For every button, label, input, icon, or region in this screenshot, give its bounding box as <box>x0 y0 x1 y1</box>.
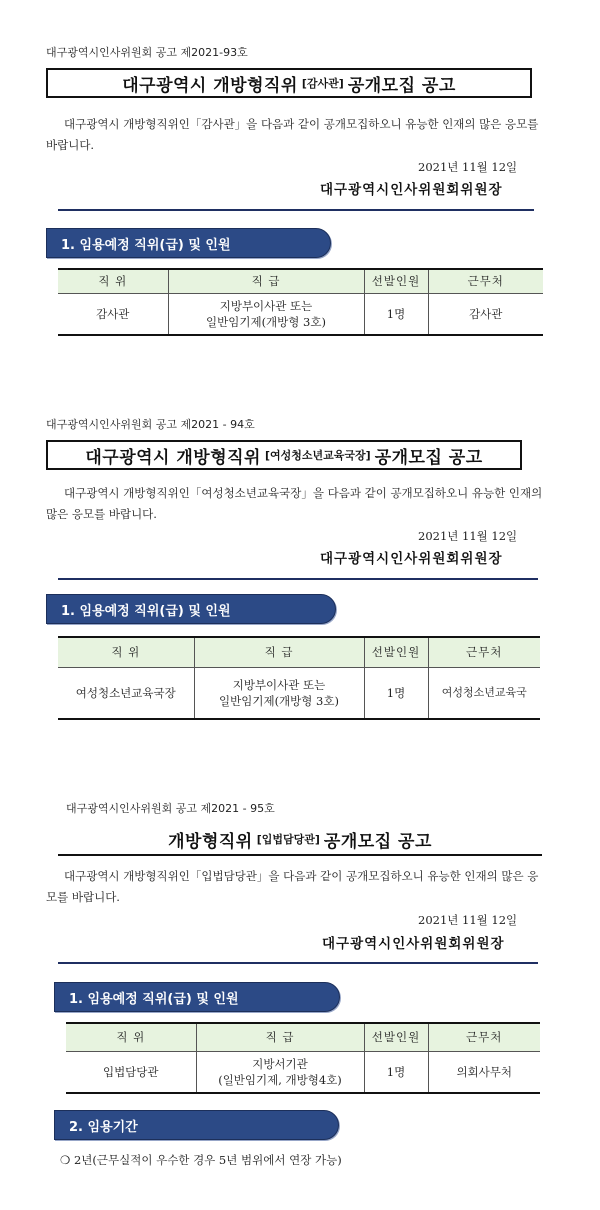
cell-grade <box>196 1051 364 1093</box>
notice-2-divider <box>58 578 538 580</box>
cell-workplace: 의회사무처 <box>428 1051 540 1093</box>
header-grade: 직 급 <box>196 1023 364 1051</box>
notice-1-title-main: 대구광역시 개방형직위 <box>122 75 298 96</box>
cell-headcount: 1명 <box>364 1051 428 1093</box>
notice-3-reference: 대구광역시인사위원회 공고 제2021 - 95호 <box>66 802 275 815</box>
cell-workplace: 여성청소년교육국 <box>428 667 540 719</box>
notice-1-divider <box>58 209 534 211</box>
cell-grade-line-2: 일반임기제(개방형 3호) <box>206 314 326 329</box>
cell-grade-line-2: 일반임기제(개방형 3호) <box>219 693 339 708</box>
notice-1-intro: 대구광역시 개방형직위인「감사관」을 다음과 같이 공개모집하오니 유능한 인재의 많은 응모를 바랍니다. <box>46 117 539 152</box>
notice-2-date: 2021년 11월 12일 <box>418 529 518 543</box>
table-header-row <box>66 1023 540 1051</box>
header-headcount: 선발인원 <box>364 1023 428 1051</box>
header-position: 직 위 <box>58 637 194 667</box>
notice-1-reference: 대구광역시인사위원회 공고 제2021-93호 <box>46 46 248 59</box>
notice-1-signer: 대구광역시인사위원회위원장 <box>320 182 503 198</box>
notice-3-section2-heading: 2. 임용기간 <box>54 1110 339 1140</box>
notice-3-signer: 대구광역시인사위원회위원장 <box>322 936 505 952</box>
notice-2-signer: 대구광역시인사위원회위원장 <box>320 551 503 567</box>
header-workplace: 근무처 <box>428 1023 540 1051</box>
notice-3-divider <box>58 962 538 964</box>
notice-2-title-tail: 공개모집 공고 <box>374 447 483 468</box>
header-grade: 직 급 <box>194 637 364 667</box>
notice-3-date: 2021년 11월 12일 <box>418 913 518 927</box>
notice-3-term-text: 2년(근무실적이 우수한 경우 5년 범위에서 연장 가능) <box>73 1153 342 1167</box>
notice-3-position-table <box>66 1022 540 1094</box>
notice-1-title <box>46 68 532 98</box>
cell-headcount: 1명 <box>364 293 428 335</box>
header-workplace: 근무처 <box>428 637 540 667</box>
cell-headcount: 1명 <box>364 667 428 719</box>
notice-3-title <box>58 824 542 856</box>
cell-grade <box>168 293 364 335</box>
cell-grade-line-1: 지방서기관 <box>252 1056 308 1071</box>
table-header-row <box>58 637 540 667</box>
notice-1-position-table <box>58 268 543 336</box>
bullet-icon: ❍ <box>60 1153 71 1167</box>
cell-workplace: 감사관 <box>428 293 543 335</box>
notice-2-title <box>46 440 522 470</box>
notice-1-date: 2021년 11월 12일 <box>418 160 518 174</box>
notice-3-title-tail: 공개모집 공고 <box>323 831 432 852</box>
header-headcount: 선발인원 <box>364 269 428 293</box>
header-position: 직 위 <box>66 1023 196 1051</box>
header-grade: 직 급 <box>168 269 364 293</box>
cell-grade-line-1: 지방부이사관 또는 <box>219 298 313 313</box>
table-row <box>66 1051 540 1093</box>
table-row <box>58 667 540 719</box>
cell-grade-line-1: 지방부이사관 또는 <box>232 677 326 692</box>
notice-2-title-position: [여성청소년교육국장] <box>264 449 371 462</box>
notice-2-section-heading: 1. 임용예정 직위(급) 및 인원 <box>46 594 336 624</box>
notice-3-title-main: 개방형직위 <box>168 831 253 852</box>
table-header-row <box>58 269 543 293</box>
header-headcount: 선발인원 <box>364 637 428 667</box>
cell-grade-line-2: (일반임기제, 개방형4호) <box>218 1072 342 1087</box>
notice-2-position-table <box>58 636 540 720</box>
notice-2-intro: 대구광역시 개방형직위인「여성청소년교육국장」을 다음과 같이 공개모집하오니 유능한 인재의 많은 응모를 바랍니다. <box>46 486 543 521</box>
cell-position: 감사관 <box>58 293 168 335</box>
notice-1-section-heading: 1. 임용예정 직위(급) 및 인원 <box>46 228 331 258</box>
notice-3-term <box>60 1152 342 1168</box>
header-position: 직 위 <box>58 269 168 293</box>
notice-2-title-main: 대구광역시 개방형직위 <box>85 447 261 468</box>
notice-3-title-position: [입법담당관] <box>256 833 320 846</box>
notice-1-title-position: [감사관] <box>301 77 344 90</box>
cell-position: 여성청소년교육국장 <box>58 667 194 719</box>
notice-3-intro: 대구광역시 개방형직위인「입법담당관」을 다음과 같이 공개모집하오니 유능한 인재의 많은 응모를 바랍니다. <box>46 869 539 904</box>
notice-1-title-tail: 공개모집 공고 <box>347 75 456 96</box>
table-row <box>58 293 543 335</box>
notice-3-section-heading: 1. 임용예정 직위(급) 및 인원 <box>54 982 340 1012</box>
cell-position: 입법담당관 <box>66 1051 196 1093</box>
header-workplace: 근무처 <box>428 269 543 293</box>
notice-2-reference: 대구광역시인사위원회 공고 제2021 - 94호 <box>46 418 255 431</box>
cell-grade <box>194 667 364 719</box>
